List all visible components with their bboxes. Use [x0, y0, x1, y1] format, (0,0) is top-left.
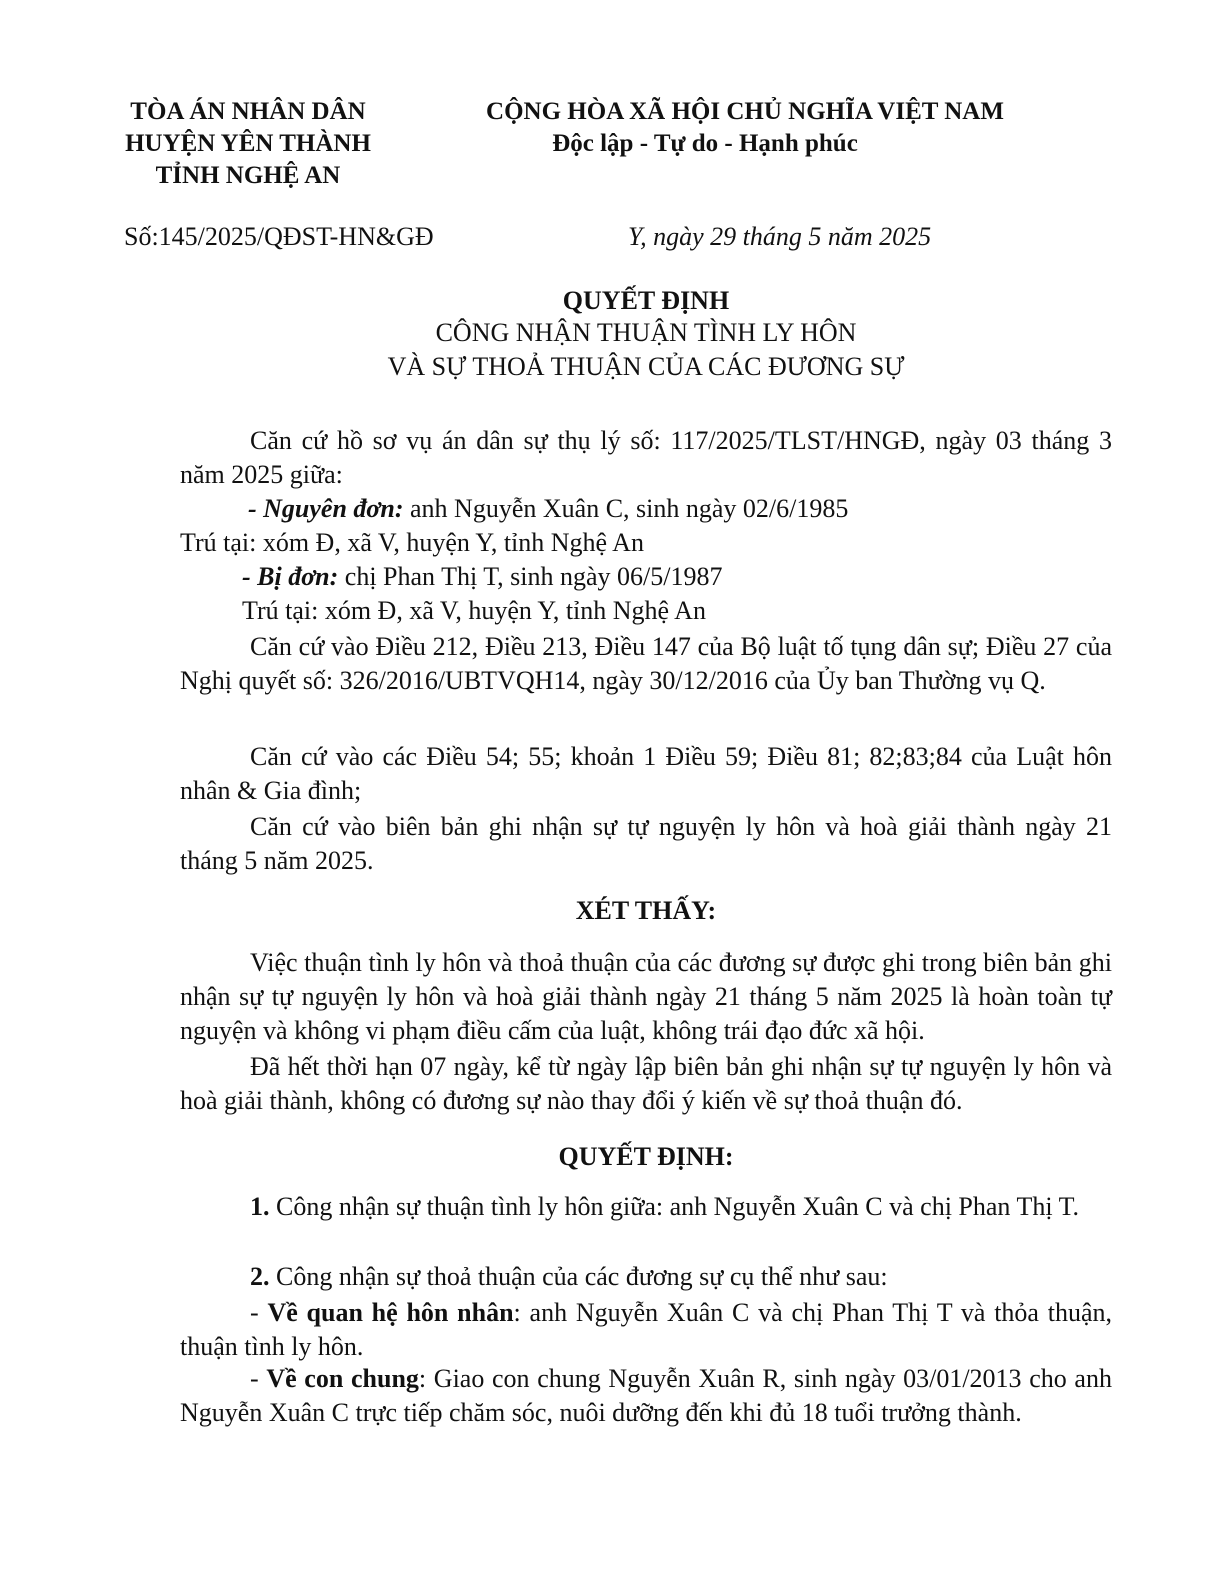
court-name-line-2: HUYỆN YÊN THÀNH: [125, 130, 371, 157]
plaintiff-line: [248, 492, 1112, 526]
defendant-label: - Bị đơn:: [242, 562, 339, 591]
decision-item-2-text: Công nhận sự thoả thuận của các đương sự cụ thể như sau:: [269, 1262, 888, 1291]
basis-paragraph-2: [180, 630, 1112, 698]
decision-item-2-number: 2.: [250, 1262, 270, 1291]
child-clause-text: : Giao con chung Nguyễn Xuân R, sinh ngày 03/01/2013 cho anh Nguyễn Xuân C trực tiếp chăm sóc, nuôi dưỡng đến khi đủ 18 tuổi trưởng thành.: [180, 1364, 1112, 1427]
child-clause-dash: -: [250, 1364, 267, 1393]
court-name-line-3: TỈNH NGHỆ AN: [155, 162, 341, 189]
defendant-text: chị Phan Thị T, sinh ngày 06/5/1987: [338, 562, 723, 591]
marriage-clause-text: : anh Nguyễn Xuân C và chị Phan Thị T và thỏa thuận, thuận tình ly hôn.: [180, 1298, 1112, 1361]
court-name-line-1: TÒA ÁN NHÂN DÂN: [130, 98, 366, 125]
marriage-clause: [180, 1296, 1112, 1364]
decision-subtitle-1: CÔNG NHẬN THUẬN TÌNH LY HÔN: [435, 318, 857, 347]
basis-paragraph-1-text: Căn cứ hồ sơ vụ án dân sự thụ lý số: 117/2025/TLST/HNGĐ, ngày 03 tháng 3 năm 2025 giữa:: [180, 426, 1112, 489]
child-clause-label: Về con chung: [266, 1364, 419, 1393]
decision-heading: QUYẾT ĐỊNH:: [558, 1142, 734, 1171]
child-clause: [180, 1362, 1112, 1430]
plaintiff-label: - Nguyên đơn:: [248, 494, 404, 523]
basis-paragraph-3: [180, 740, 1112, 808]
marriage-clause-label: Về quan hệ hôn nhân: [267, 1298, 514, 1327]
findings-paragraph-1-text: Việc thuận tình ly hôn và thoả thuận của các đương sự được ghi trong biên bản ghi nhận sự tự nguyện ly hôn và hoà giải thành ngày 21 tháng 5 năm 2025 là hoàn toàn tự nguyện và không vi phạm điều cấm của luật, không trái đạo đức xã hội.: [180, 948, 1112, 1045]
findings-heading: XÉT THẤY:: [575, 896, 717, 925]
decision-item-1: [180, 1190, 1112, 1224]
decision-item-1-text: Công nhận sự thuận tình ly hôn giữa: anh Nguyễn Xuân C và chị Phan Thị T.: [269, 1192, 1080, 1221]
basis-paragraph-3-text: Căn cứ vào các Điều 54; 55; khoản 1 Điều 59; Điều 81; 82;83;84 của Luật hôn nhân & Gia đình;: [180, 742, 1112, 805]
findings-paragraph-2-text: Đã hết thời hạn 07 ngày, kể từ ngày lập biên bản ghi nhận sự tự nguyện ly hôn và hoà giải thành, không có đương sự nào thay đổi ý kiến về sự thoả thuận đó.: [180, 1052, 1112, 1115]
decision-item-2: [180, 1260, 1112, 1294]
nation-motto: Độc lập - Tự do - Hạnh phúc: [552, 130, 858, 157]
plaintiff-address: Trú tại: xóm Đ, xã V, huyện Y, tỉnh Nghệ An: [180, 528, 644, 557]
decision-subtitle-2: VÀ SỰ THOẢ THUẬN CỦA CÁC ĐƯƠNG SỰ: [387, 352, 905, 381]
basis-paragraph-2-text: Căn cứ vào Điều 212, Điều 213, Điều 147 của Bộ luật tố tụng dân sự; Điều 27 của Nghị quyết số: 326/2016/UBTVQH14, ngày 30/12/2016 của Ủy ban Thường vụ Q.: [180, 632, 1112, 695]
document-date: Y, ngày 29 tháng 5 năm 2025: [628, 222, 932, 251]
findings-paragraph-2: [180, 1050, 1112, 1118]
basis-paragraph-4-text: Căn cứ vào biên bản ghi nhận sự tự nguyện ly hôn và hoà giải thành ngày 21 tháng 5 năm 2025.: [180, 812, 1112, 875]
decision-item-1-number: 1.: [250, 1192, 270, 1221]
marriage-clause-dash: -: [250, 1298, 268, 1327]
defendant-line: [242, 560, 1112, 594]
findings-paragraph-1: [180, 946, 1112, 1048]
plaintiff-text: anh Nguyễn Xuân C, sinh ngày 02/6/1985: [403, 494, 849, 523]
defendant-address: Trú tại: xóm Đ, xã V, huyện Y, tỉnh Nghệ An: [242, 596, 706, 625]
decision-title: QUYẾT ĐỊNH: [562, 286, 730, 315]
basis-paragraph-1: [180, 424, 1112, 492]
basis-paragraph-4: [180, 810, 1112, 878]
nation-title: CỘNG HÒA XÃ HỘI CHỦ NGHĨA VIỆT NAM: [486, 98, 1004, 125]
document-number: Số:145/2025/QĐST-HN&GĐ: [124, 222, 434, 251]
